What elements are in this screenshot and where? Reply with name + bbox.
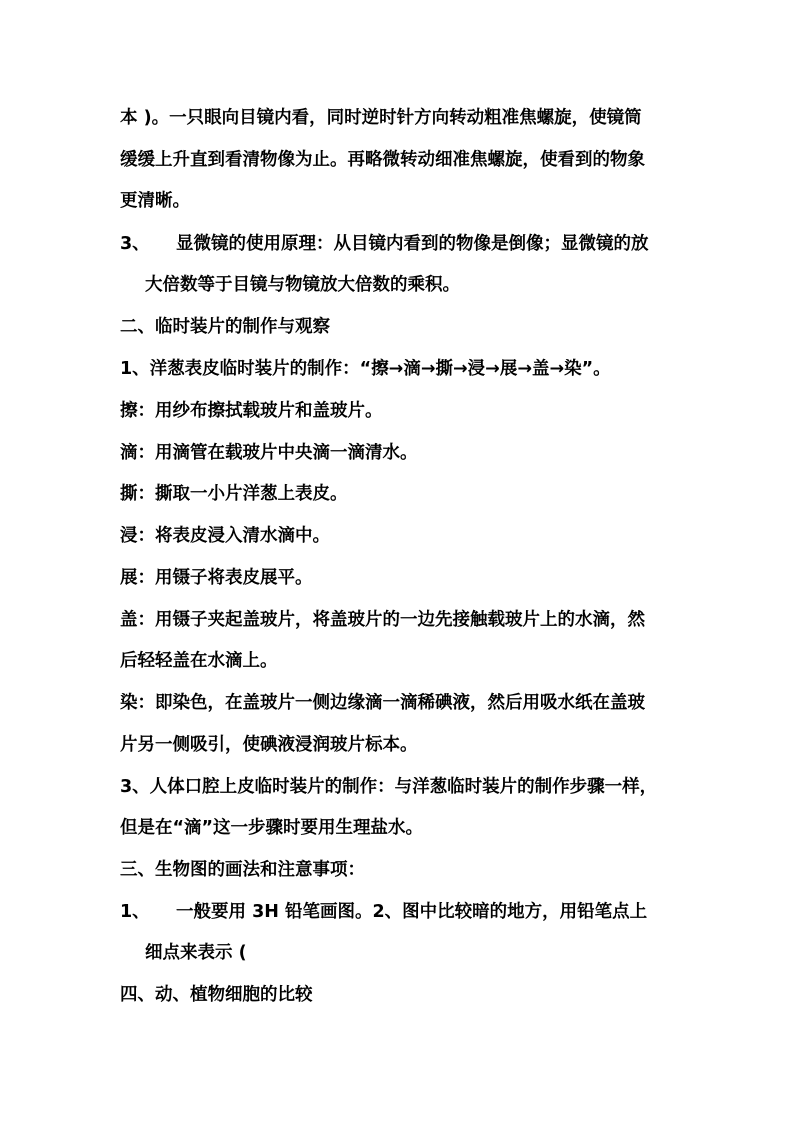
paragraph-line: 细点来表示 ( bbox=[145, 943, 247, 963]
paragraph-line: 缓缓上升直到看清物像为止。再略微转动细准焦螺旋，使看到的物象 bbox=[120, 150, 645, 170]
subsection-title: 3、人体口腔上皮临时装片的制作：与洋葱临时装片的制作步骤一样， bbox=[120, 777, 658, 797]
item-number: 1、 bbox=[120, 902, 150, 922]
paragraph-line: 本 )。一只眼向目镜内看，同时逆时针方向转动粗准焦螺旋，使镜筒 bbox=[120, 108, 642, 128]
step-gai-cont: 后轻轻盖在水滴上。 bbox=[120, 651, 278, 671]
step-jin: 浸：将表皮浸入清水滴中。 bbox=[120, 526, 330, 546]
drawing-item bbox=[120, 900, 647, 924]
step-gai: 盖：用镊子夹起盖玻片，将盖玻片的一边先接触载玻片上的水滴，然 bbox=[120, 610, 645, 630]
item-text: 一般要用 3H 铅笔画图。2、图中比较暗的地方，用铅笔点上 bbox=[176, 902, 648, 922]
paragraph-line: 但是在“滴”这一步骤时要用生理盐水。 bbox=[120, 818, 424, 838]
step-zhan: 展：用镊子将表皮展平。 bbox=[120, 568, 313, 588]
step-ran: 染：即染色，在盖玻片一侧边缘滴一滴稀碘液，然后用吸水纸在盖玻 bbox=[120, 693, 645, 713]
section-heading: 三、生物图的画法和注意事项： bbox=[120, 860, 365, 880]
paragraph-line: 大倍数等于目镜与物镜放大倍数的乘积。 bbox=[145, 275, 460, 295]
step-ran-cont: 片另一侧吸引，使碘液浸润玻片标本。 bbox=[120, 735, 418, 755]
section-heading: 二、临时装片的制作与观察 bbox=[120, 317, 330, 337]
item-text: 显微镜的使用原理：从目镜内看到的物像是倒像；显微镜的放 bbox=[176, 234, 649, 254]
subsection-title: 1、洋葱表皮临时装片的制作：“擦→滴→撕→浸→展→盖→染”。 bbox=[120, 359, 611, 379]
item-number: 3、 bbox=[120, 234, 150, 254]
section-heading: 四、动、植物细胞的比较 bbox=[120, 985, 313, 1005]
paragraph-line: 更清晰。 bbox=[120, 191, 190, 211]
step-di: 滴：用滴管在载玻片中央滴一滴清水。 bbox=[120, 443, 418, 463]
step-ca: 擦：用纱布擦拭载玻片和盖玻片。 bbox=[120, 401, 383, 421]
principle-item bbox=[120, 232, 649, 256]
step-si: 撕：撕取一小片洋葱上表皮。 bbox=[120, 484, 348, 504]
